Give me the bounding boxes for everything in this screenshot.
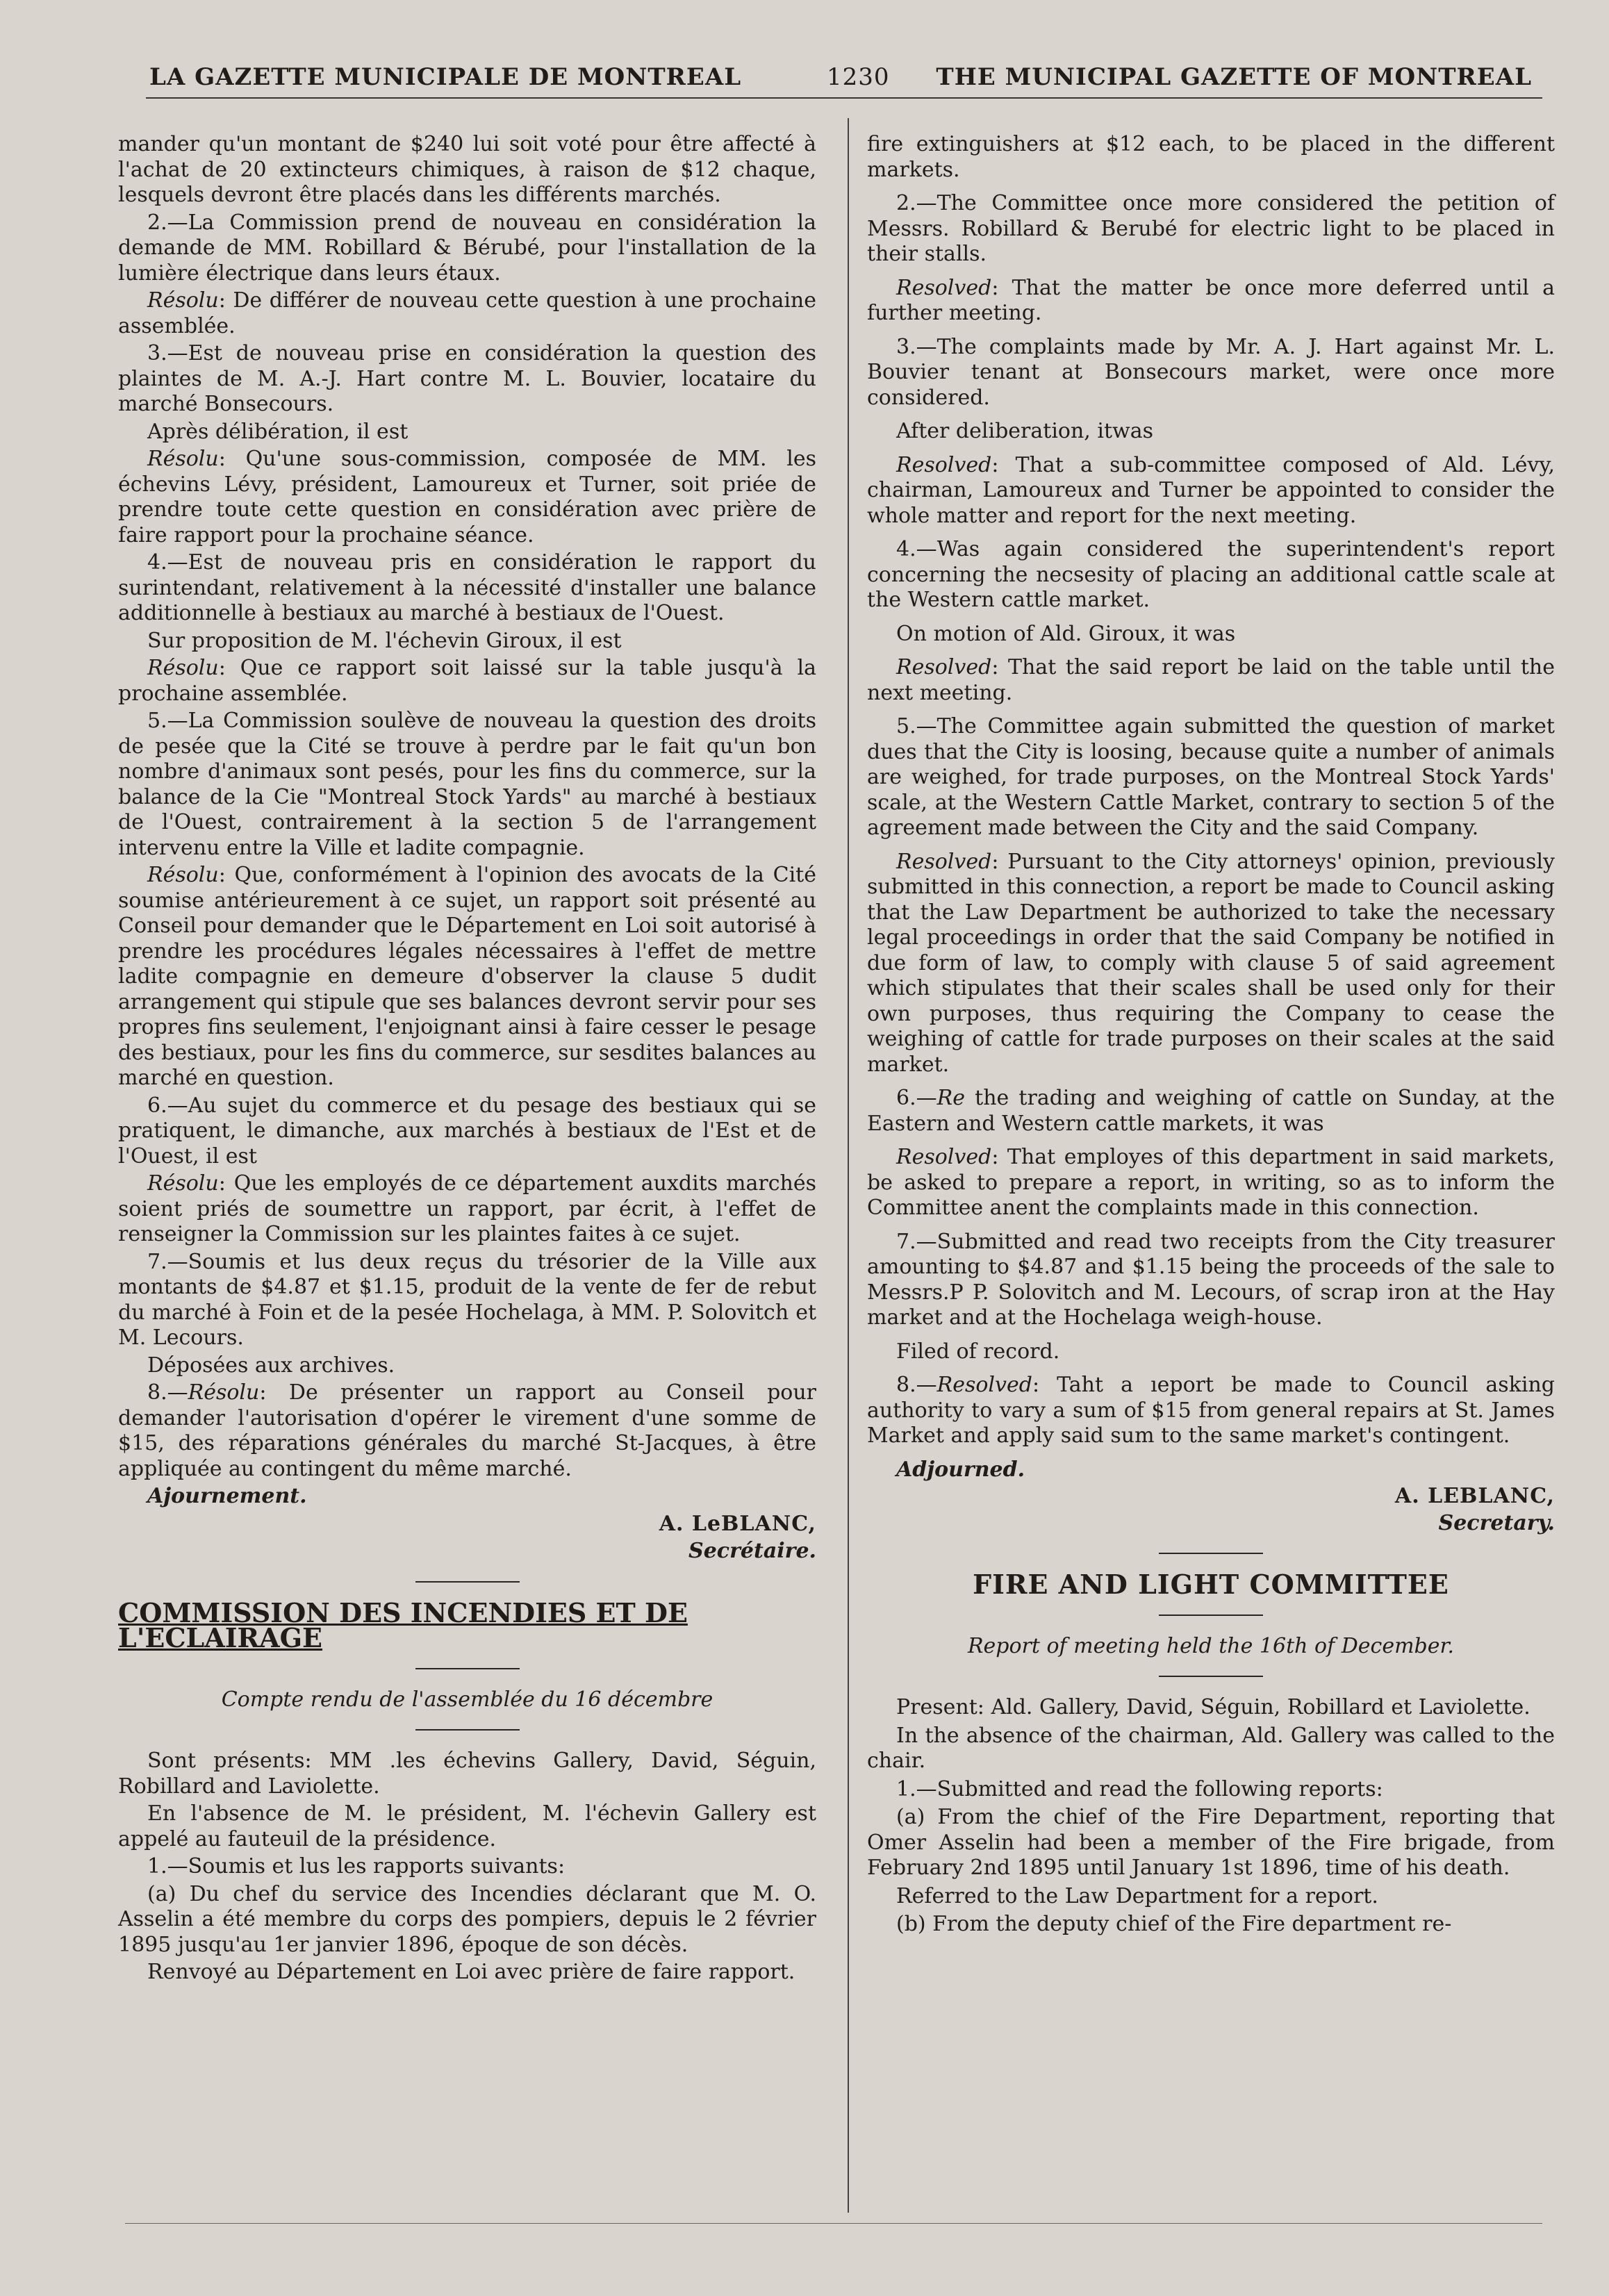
paragraph: mander qu'un montant de $240 lui soit voté pour être affecté à l'achat de 20 extincteurs chimiques, à raison de $12 chaque, lesquels devront être placés dans les différents marchés. — [118, 132, 816, 207]
page-number: 1230 — [827, 63, 890, 91]
paragraph: fire extinguishers at $12 each, to be placed in the different markets. — [867, 132, 1555, 182]
paragraph: (a) From the chief of the Fire Department, reporting that Omer Asselin had been a member of the Fire brigade, from February 2nd 1895 until January 1st 1896, time of his death. — [867, 1805, 1555, 1880]
header-title-french: LA GAZETTE MUNICIPALE DE MONTREAL — [149, 63, 742, 91]
header-rule — [146, 97, 1542, 99]
title-divider — [415, 1668, 520, 1669]
column-divider — [848, 118, 849, 2213]
paragraph: Renvoyé au Département en Loi avec prière de faire rapport. — [147, 1960, 795, 1984]
paragraph: Résolu: Que les employés de ce département auxdits marchés soient priés de soumettre un rapport, par écrit, à l'effet de renseigner la Commission sur les plaintes faites à ce sujet. — [118, 1171, 816, 1246]
header-title-english: THE MUNICIPAL GAZETTE OF MONTREAL — [936, 63, 1532, 91]
paragraph: Resolved: That a sub-committee composed of Ald. Lévy, chairman, Lamoureux and Turner be appointed to consider the whole matter and report for the next meeting. — [867, 452, 1555, 528]
title-divider — [1159, 1614, 1263, 1616]
paragraph: Resolved: That the matter be once more deferred until a further meeting. — [867, 275, 1555, 325]
paragraph: 2.—The Committee once more considered the petition of Messrs. Robillard & Berubé for electric light to be placed in their stalls. — [867, 191, 1555, 266]
paragraph: After deliberation, itwas — [896, 419, 1153, 443]
paragraph: On motion of Ald. Giroux, it was — [896, 621, 1236, 646]
paragraph: Après délibération, il est — [147, 419, 409, 444]
signature-name: A. LeBLANC, — [659, 1511, 816, 1536]
page-header — [149, 59, 1532, 101]
paragraph: Sur proposition de M. l'échevin Giroux, il est — [147, 628, 622, 653]
paragraph: Referred to the Law Department for a report. — [896, 1883, 1378, 1908]
signature-name: A. LEBLANC, — [1394, 1484, 1555, 1508]
footer-rule — [125, 2223, 1542, 2224]
subtitle-divider — [415, 1729, 520, 1731]
paragraph: In the absence of the chairman, Ald. Gallery was called to the chair. — [867, 1723, 1555, 1773]
adjournment: Ajournement. — [147, 1484, 307, 1508]
subtitle-divider — [1159, 1676, 1263, 1677]
paragraph: 4.—Est de nouveau pris en considération le rapport du surintendant, relativement à la nécessité d'installer une balance additionnelle à bestiaux au marché à bestiaux de l'Ouest. — [118, 550, 816, 625]
signature-title: Secretary. — [1438, 1510, 1555, 1535]
section-title: FIRE AND LIGHT COMMITTEE — [973, 1569, 1449, 1600]
paragraph: Filed of record. — [896, 1339, 1060, 1364]
paragraph: 1.—Submitted and read the following reports: — [896, 1776, 1383, 1801]
paragraph: 4.—Was again considered the superintendent's report concerning the necsesity of placing an additional cattle scale at the Western cattle market. — [867, 537, 1555, 612]
paragraph: Résolu: De différer de nouveau cette question à une prochaine assemblée. — [118, 288, 816, 338]
paragraph: 7.—Submitted and read two receipts from the City treasurer amounting to $4.87 and $1.15 being the proceeds of the sale to Messrs.P P. Solovitch and M. Lecours, of scrap iron at the Hay market and at the Hochelaga weigh-house. — [867, 1229, 1555, 1330]
paragraph: Resolved: That the said report be laid on the table until the next meeting. — [867, 655, 1555, 705]
signature-title: Secrétaire. — [688, 1539, 816, 1563]
paragraph: Déposées aux archives. — [147, 1353, 395, 1378]
paragraph: 7.—Soumis et lus deux reçus du trésorier de la Ville aux montants de $4.87 et $1.15, produit de la vente de fer de rebut du marché à Foin et de la pesée Hochelaga, à MM. P. Solovitch et M. Lecours. — [118, 1249, 816, 1350]
paragraph: 8.—Resolved: Taht a ıeport be made to Council asking authority to vary a sum of $15 from general repairs at St. James Market and apply said sum to the same market's contingent. — [867, 1373, 1555, 1448]
paragraph: 8.—Résolu: De présenter un rapport au Conseil pour demander l'autorisation d'opérer le virement d'une somme de $15, des réparations générales du marché St-Jacques, à être appliquée au contingent du même marché. — [118, 1380, 816, 1481]
paragraph: 6.—Re the trading and weighing of cattle on Sunday, at the Eastern and Western cattle markets, it was — [867, 1086, 1555, 1136]
paragraph: 1.—Soumis et lus les rapports suivants: — [147, 1854, 566, 1878]
paragraph: Present: Ald. Gallery, David, Séguin, Robillard et Laviolette. — [896, 1695, 1530, 1719]
section-title: COMMISSION DES INCENDIES ET DE L'ECLAIRAGE — [118, 1596, 688, 1653]
section-divider — [415, 1581, 520, 1583]
paragraph: Sont présents: MM .les échevins Gallery, David, Séguin, Robillard and Laviolette. — [118, 1749, 816, 1799]
section-subtitle: Report of meeting held the 16th of December. — [967, 1633, 1455, 1658]
paragraph: 5.—The Committee again submitted the question of market dues that the City is loosing, because quite a number of animals are weighed, for trade purposes, on the Montreal Stock Yards' scale, at the Western Cattle Market, contrary to section 5 of the agreement made between the City and the said Company. — [867, 714, 1555, 840]
paragraph: 2.—La Commission prend de nouveau en considération la demande de MM. Robillard & Bérubé, pour l'installation de la lumière électrique dans leurs étaux. — [118, 210, 816, 286]
french-column — [118, 132, 816, 1988]
paragraph: (b) From the deputy chief of the Fire department re- — [896, 1912, 1452, 1936]
paragraph: Resolved: Pursuant to the City attorneys' opinion, previously submitted in this connection, a report be made to Council asking that the Law Department be authorized to take the necessary legal proceedings in order that the said Company be notified in due form of law, to comply with clause 5 of said agreement which stipulates that their scales shall be used only for their own purposes, thus requiring the Company to cease the weighing of cattle for trade purposes on their scales at the said market. — [867, 849, 1555, 1077]
paragraph: 6.—Au sujet du commerce et du pesage des bestiaux qui se pratiquent, le dimanche, aux marchés à bestiaux de l'Est et de l'Ouest, il est — [118, 1093, 816, 1168]
paragraph: Résolu: Que ce rapport soit laissé sur la table jusqu'à la prochaine assemblée. — [118, 656, 816, 706]
section-subtitle: Compte rendu de l'assemblée du 16 décembre — [221, 1687, 713, 1712]
paragraph: En l'absence de M. le président, M. l'échevin Gallery est appelé au fauteuil de la présidence. — [118, 1801, 816, 1851]
section-divider — [1159, 1553, 1263, 1554]
adjournment: Adjourned. — [896, 1457, 1025, 1482]
paragraph: 3.—Est de nouveau prise en considération la question des plaintes de M. A.-J. Hart contre M. L. Bouvier, locataire du marché Bonsecours. — [118, 341, 816, 416]
paragraph: Résolu: Que, conformément à l'opinion des avocats de la Cité soumise antérieurement à ce sujet, un rapport soit présenté au Conseil pour demander que le Département en Loi soit autorisé à prendre les procédures légales nécessaires à l'effet de mettre ladite compagnie en demeure d'observer la clause 5 dudit arrangement qui stipule que ses balances devront servir pour ses propres fins seulement, l'enjoignant ainsi à faire cesser le pesage des bestiaux, pour les fins du commerce, sur sesdites balances au marché en question. — [118, 863, 816, 1090]
paragraph: 5.—La Commission soulève de nouveau la question des droits de pesée que la Cité se trouve à perdre par le fait qu'un bon nombre d'animaux sont pesés, pour les fins du commerce, sur la balance de la Cie "Montreal Stock Yards" au marché à bestiaux de l'Ouest, contrairement à la section 5 de l'arrangement intervenu entre la Ville et ladite compagnie. — [118, 709, 816, 860]
paragraph: Resolved: That employes of this department in said markets, be asked to prepare a report, in writing, so as to inform the Committee anent the complaints made in this connection. — [867, 1145, 1555, 1220]
paragraph: (a) Du chef du service des Incendies déclarant que M. O. Asselin a été membre du corps des pompiers, depuis le 2 février 1895 jusqu'au 1er janvier 1896, époque de son décès. — [118, 1881, 816, 1957]
english-column — [867, 132, 1555, 1940]
paragraph: 3.—The complaints made by Mr. A. J. Hart against Mr. L. Bouvier tenant at Bonsecours market, were once more considered. — [867, 334, 1555, 410]
paragraph: Résolu: Qu'une sous-commission, composée de MM. les échevins Lévy, président, Lamoureux et Turner, soit priée de prendre toute cette question en considération avec prière de faire rapport pour la prochaine séance. — [118, 447, 816, 547]
